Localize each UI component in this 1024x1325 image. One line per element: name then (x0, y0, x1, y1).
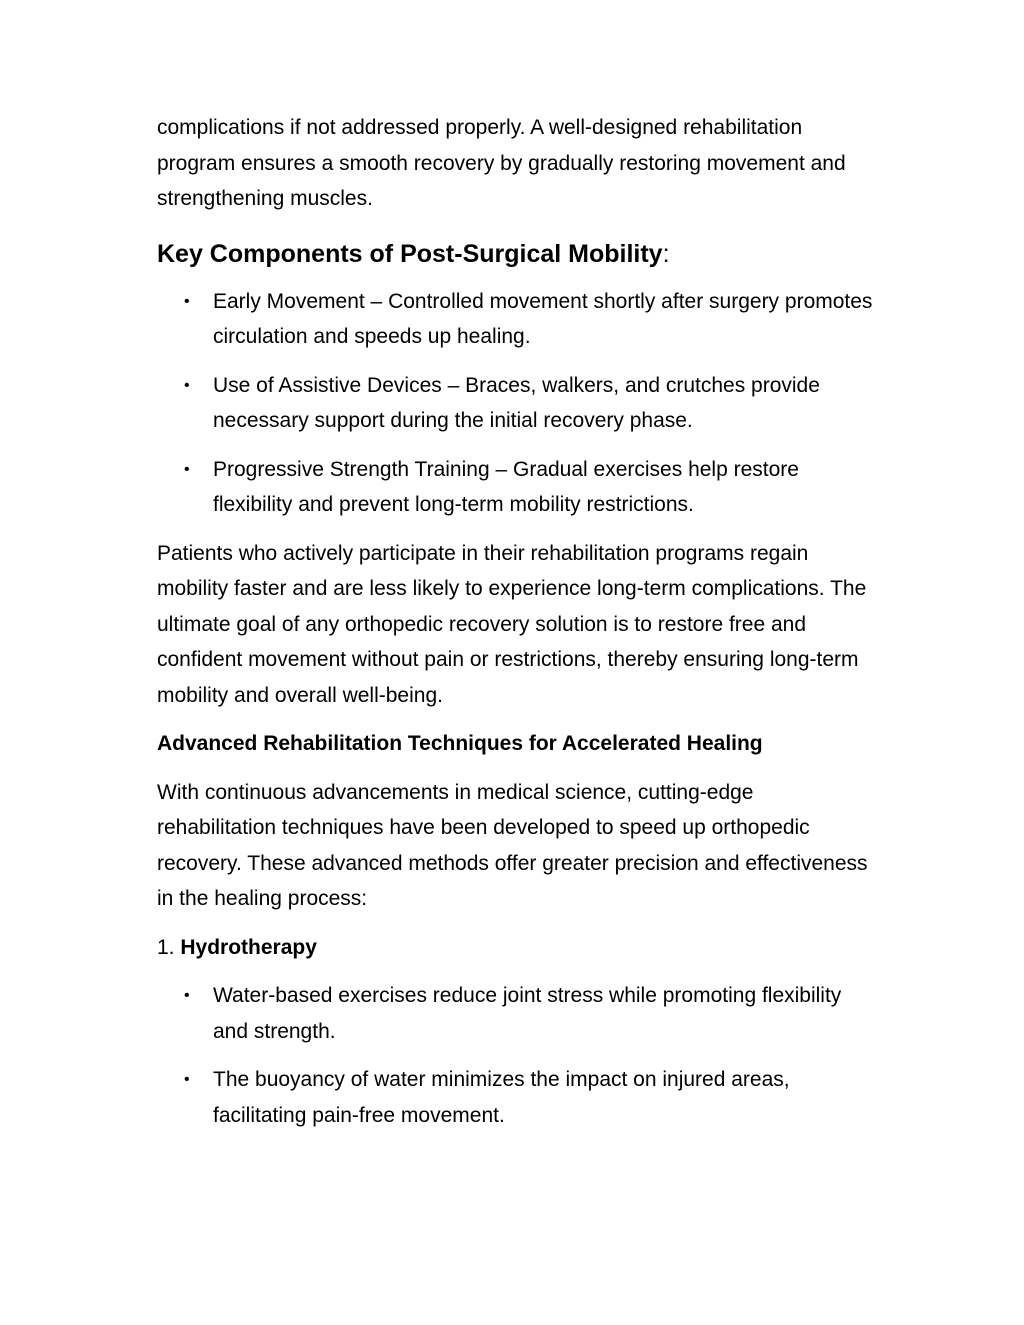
list-item-text: Progressive Strength Training – Gradual exercises help restore flexibility and prevent long-term mobility restrictions. (213, 457, 799, 516)
key-components-list (157, 284, 877, 523)
bullet-icon: • (184, 1071, 190, 1088)
paragraph-patients: Patients who actively participate in their rehabilitation programs regain mobility faster and are less likely to experience long-term complications. The ultimate goal of any orthopedic recovery solution is to restore free and confident movement without pain or restrictions, thereby ensuring long-term mobility and overall well-being. (157, 541, 867, 707)
bullet-icon: • (184, 376, 190, 394)
technique-number: 1. (157, 935, 181, 959)
document-page (157, 110, 877, 1146)
list-item (157, 284, 877, 355)
list-item-text: Use of Assistive Devices – Braces, walkers, and crutches provide necessary support during the initial recovery phase. (213, 373, 820, 432)
list-item (157, 1062, 877, 1133)
technique-heading-hydrotherapy (157, 930, 877, 966)
section-heading-key-components (157, 237, 877, 271)
bullet-icon: • (184, 292, 190, 310)
section-heading-colon: : (662, 239, 670, 268)
list-item-text: The buoyancy of water minimizes the impact on injured areas, facilitating pain-free movement. (213, 1068, 790, 1127)
list-item-text: Early Movement – Controlled movement shortly after surgery promotes circulation and speeds up healing. (213, 289, 873, 348)
section-heading-advanced-techniques: Advanced Rehabilitation Techniques for Accelerated Healing (157, 732, 763, 755)
bullet-icon: • (184, 460, 190, 478)
section-heading-text: Key Components of Post-Surgical Mobility (157, 239, 663, 268)
list-item (157, 978, 877, 1049)
list-item-text: Water-based exercises reduce joint stress while promoting flexibility and strength. (213, 984, 842, 1043)
list-item (157, 452, 877, 523)
list-item (157, 368, 877, 439)
paragraph-advancements: With continuous advancements in medical science, cutting-edge rehabilitation techniques have been developed to speed up orthopedic recovery. These advanced methods offer greater precision and effectiveness in the healing process: (157, 780, 868, 910)
technique-title: Hydrotherapy (180, 935, 317, 959)
hydrotherapy-list (157, 978, 877, 1133)
bullet-icon: • (184, 987, 190, 1004)
intro-paragraph: complications if not addressed properly. A well-designed rehabilitation program ensures a smooth recovery by gradually restoring movement and strengthening muscles. (157, 116, 846, 210)
